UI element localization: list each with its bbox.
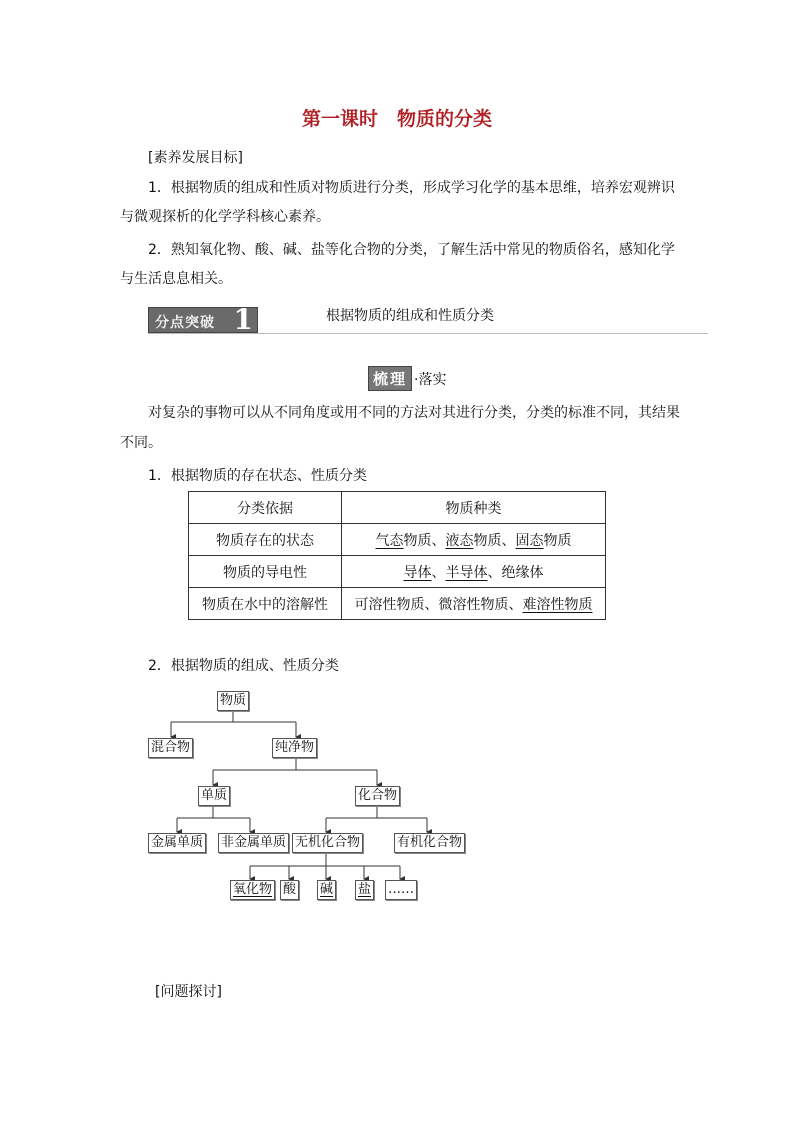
answer-base: 碱 [320,882,334,897]
intro-line-2: 不同。 [120,435,162,451]
subhead-rest: ·落实 [414,372,447,388]
point-1-heading: 1．根据物质的存在状态、性质分类 [148,468,367,484]
cell-text: 物质、 [473,532,516,549]
node-base [317,880,336,900]
subhead-box: 梳理 [368,366,412,391]
node-mixture: 混合物 [148,738,193,758]
goal-2-line-2: 与生活息息相关。 [120,271,232,287]
node-oxide [230,880,275,900]
node-organic-compound: 有机化合物 [394,833,465,853]
node-etc: …… [385,880,417,900]
table-cell-basis: 物质的导电性 [189,556,342,588]
answer-oxide: 氧化物 [233,882,273,897]
answer-salt: 盐 [358,882,372,897]
node-compound: 化合物 [355,786,400,806]
answer-gas: 气态 [375,532,404,549]
cell-text: 物质 [543,532,572,549]
intro-line-1: 对复杂的事物可以从不同角度或用不同的方法对其进行分类，分类的标准不同，其结果 [148,405,680,421]
answer-semiconductor: 半导体 [445,564,488,581]
page-title: 第一课时 物质的分类 [301,108,492,130]
cell-text: 、绝缘体 [487,564,544,581]
node-inorganic-compound: 无机化合物 [292,833,363,853]
point-2-heading: 2．根据物质的组成、性质分类 [148,658,339,674]
node-substance: 物质 [217,691,249,711]
node-nonmetal-element: 非金属单质 [218,833,289,853]
node-pure-substance: 纯净物 [272,738,317,758]
table-header-basis: 分类依据 [189,492,342,524]
cell-text: 可溶性物质、微溶性物质、 [354,596,523,613]
answer-conductor: 导体 [403,564,432,581]
discussion-heading: [问题探讨] [155,984,222,1000]
answer-liquid: 液态 [445,532,474,549]
goal-2-line-1: 2．熟知氧化物、酸、碱、盐等化合物的分类，了解生活中常见的物质俗名，感知化学 [148,242,675,258]
section-badge-number: 1 [233,303,253,336]
node-metal-element: 金属单质 [148,833,206,853]
section-title: 根据物质的组成和性质分类 [326,308,494,324]
cell-text: 、 [431,564,446,581]
table-header-types: 物质种类 [342,492,606,524]
node-element: 单质 [198,786,230,806]
node-acid: 酸 [280,880,299,900]
goal-1-line-1: 1．根据物质的组成和性质对物质进行分类，形成学习化学的基本思维，培养宏观辨识 [148,180,675,196]
cell-text: 物质、 [403,532,446,549]
table-cell-basis: 物质在水中的溶解性 [189,588,342,620]
answer-solid: 固态 [515,532,544,549]
node-salt [355,880,374,900]
goals-heading: [素养发展目标] [148,150,243,166]
table-cell-basis: 物质存在的状态 [189,524,342,556]
goal-1-line-2: 与微观探析的化学学科核心素养。 [120,209,330,225]
section-badge-text: 分点突破 [155,315,215,331]
answer-insoluble: 难溶性物质 [522,596,593,613]
